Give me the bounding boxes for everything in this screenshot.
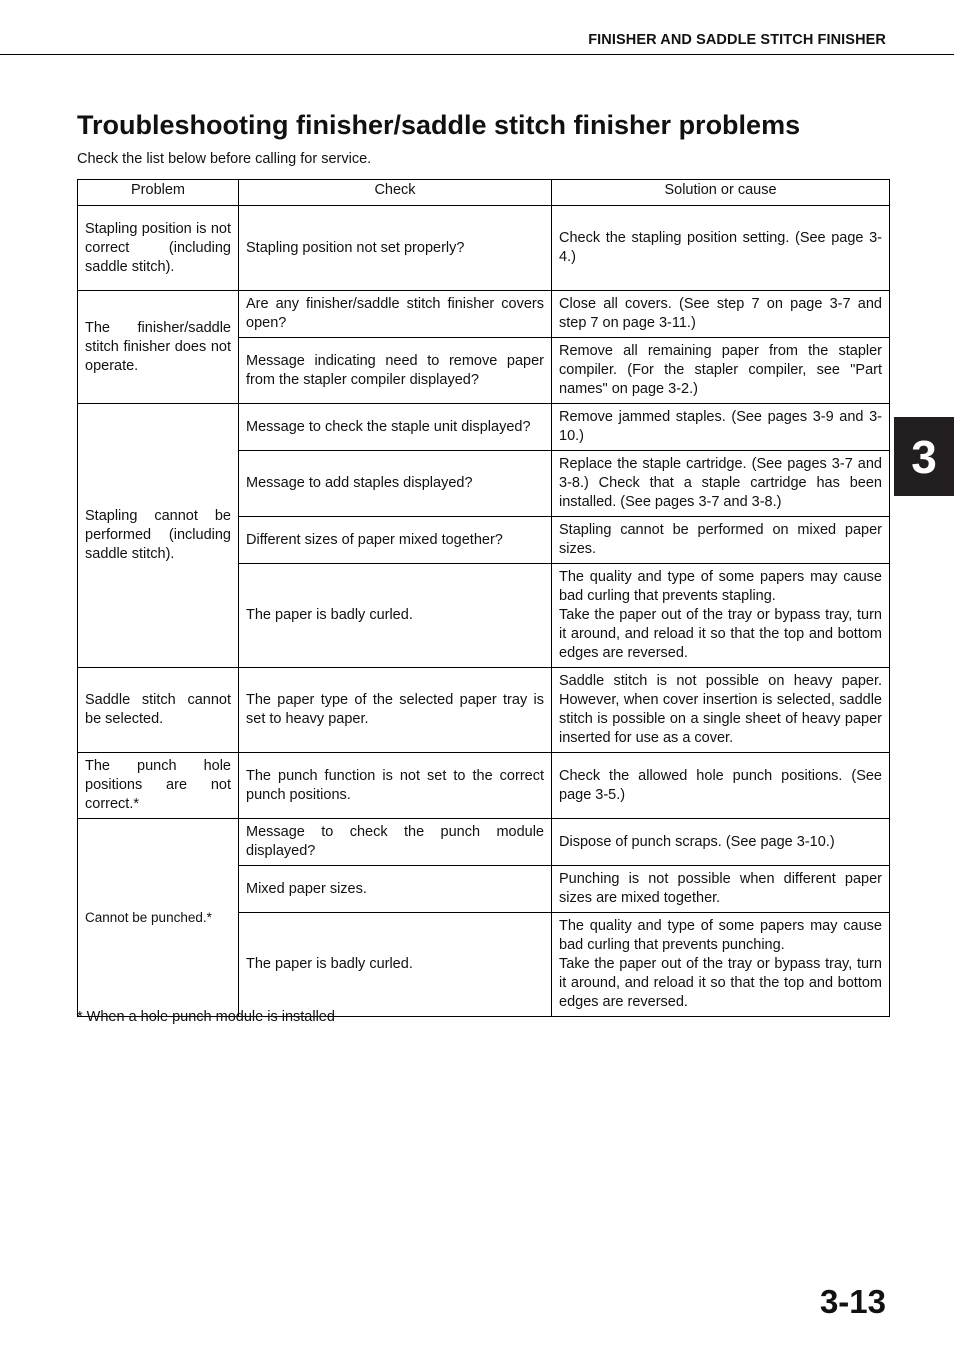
table-header-row bbox=[78, 180, 890, 206]
problem-cell: Saddle stitch cannot be selected. bbox=[78, 668, 239, 753]
chapter-number: 3 bbox=[911, 430, 937, 483]
check-cell: The paper is badly curled. bbox=[239, 564, 552, 668]
solution-paragraph: The quality and type of some papers may cause bad curling that prevents stapling. bbox=[559, 569, 882, 604]
solution-cell: Dispose of punch scraps. (See page 3-10.) bbox=[552, 819, 890, 866]
check-cell: Are any finisher/saddle stitch finisher covers open? bbox=[239, 291, 552, 338]
solution-paragraph: Take the paper out of the tray or bypass tray, turn it around, and reload it so that the top and bottom edges are reversed. bbox=[559, 607, 882, 661]
check-cell: The punch function is not set to the correct punch positions. bbox=[239, 753, 552, 819]
solution-cell: Stapling cannot be performed on mixed paper sizes. bbox=[552, 517, 890, 564]
check-cell: Message to add staples displayed? bbox=[239, 451, 552, 517]
solution-cell bbox=[552, 564, 890, 668]
solution-cell bbox=[552, 913, 890, 1017]
problem-cell: The finisher/saddle stitch finisher does not operate. bbox=[78, 291, 239, 404]
check-cell: Message to check the staple unit displayed? bbox=[239, 404, 552, 451]
header-solution: Solution or cause bbox=[552, 180, 890, 206]
table-row bbox=[78, 819, 890, 866]
problem-cell: Cannot be punched.* bbox=[78, 819, 239, 1017]
solution-cell: Close all covers. (See step 7 on page 3-7 and step 7 on page 3-11.) bbox=[552, 291, 890, 338]
solution-cell: Check the stapling position setting. (See page 3-4.) bbox=[552, 206, 890, 291]
page-number: 3-13 bbox=[819, 1283, 886, 1320]
troubleshooting-table bbox=[77, 179, 890, 1017]
check-cell: Message indicating need to remove paper from the stapler compiler displayed? bbox=[239, 338, 552, 404]
table-row bbox=[78, 753, 890, 819]
check-cell: Mixed paper sizes. bbox=[239, 866, 552, 913]
solution-cell: Remove jammed staples. (See pages 3-9 and 3-10.) bbox=[552, 404, 890, 451]
page-title: Troubleshooting finisher/saddle stitch finisher problems bbox=[77, 110, 801, 140]
check-cell: The paper is badly curled. bbox=[239, 913, 552, 1017]
table-row bbox=[78, 291, 890, 338]
table-row bbox=[78, 404, 890, 451]
running-header: FINISHER AND SADDLE STITCH FINISHER bbox=[588, 32, 886, 48]
solution-cell: Replace the staple cartridge. (See pages 3-7 and 3-8.) Check that a staple cartridge has been installed. (See pages 3-7 and 3-8.) bbox=[552, 451, 890, 517]
solution-cell: Punching is not possible when different paper sizes are mixed together. bbox=[552, 866, 890, 913]
solution-cell: Saddle stitch is not possible on heavy paper. However, when cover insertion is selected, saddle stitch is possible on a single sheet of heavy paper inserted for use as a cover. bbox=[552, 668, 890, 753]
header-problem: Problem bbox=[78, 180, 239, 206]
table-row bbox=[78, 206, 890, 291]
solution-cell: Check the allowed hole punch positions. (See page 3-5.) bbox=[552, 753, 890, 819]
check-cell: Stapling position not set properly? bbox=[239, 206, 552, 291]
problem-cell: The punch hole positions are not correct.* bbox=[78, 753, 239, 819]
chapter-tab bbox=[894, 417, 954, 496]
check-cell: Different sizes of paper mixed together? bbox=[239, 517, 552, 564]
header-divider bbox=[0, 54, 954, 55]
problem-cell: Stapling position is not correct (including saddle stitch). bbox=[78, 206, 239, 291]
solution-cell: Remove all remaining paper from the stapler compiler. (For the stapler compiler, see "Part names" on page 3-2.) bbox=[552, 338, 890, 404]
check-cell: Message to check the punch module displayed? bbox=[239, 819, 552, 866]
problem-cell: Stapling cannot be performed (including saddle stitch). bbox=[78, 404, 239, 668]
check-cell: The paper type of the selected paper tray is set to heavy paper. bbox=[239, 668, 552, 753]
solution-paragraph: Take the paper out of the tray or bypass tray, turn it around, and reload it so that the top and bottom edges are reversed. bbox=[559, 956, 882, 1010]
intro-text: Check the list below before calling for service. bbox=[77, 151, 372, 167]
footnote: * When a hole punch module is installed bbox=[77, 1009, 335, 1025]
solution-paragraph: The quality and type of some papers may cause bad curling that prevents punching. bbox=[559, 918, 882, 953]
header-check: Check bbox=[239, 180, 552, 206]
table-row bbox=[78, 668, 890, 753]
